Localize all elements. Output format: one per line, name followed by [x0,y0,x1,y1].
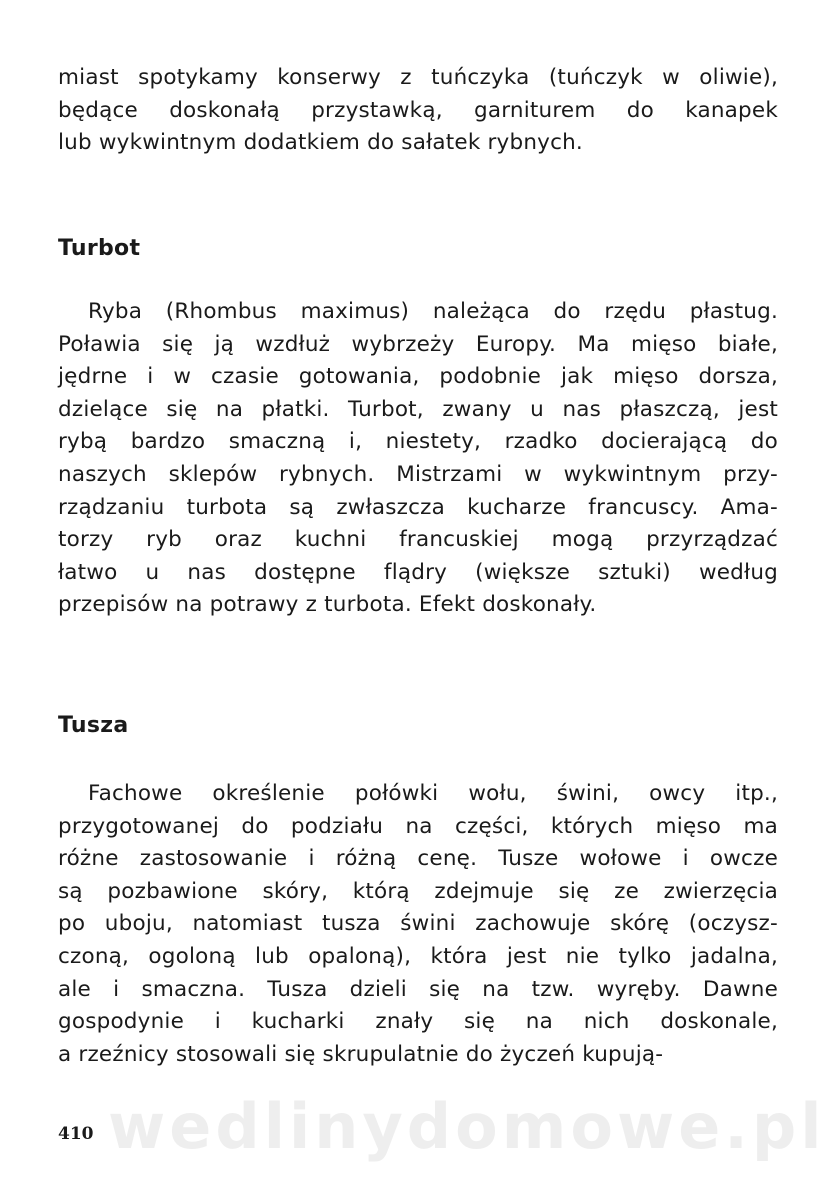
paragraph-line: przygotowanej do podziału na części, których mięso ma [58,813,778,839]
page-number: 410 [58,1124,94,1144]
paragraph-line: naszych sklepów rybnych. Mistrzami w wykwintnym przy- [58,461,778,487]
paragraph-line: rządzaniu turbota są zwłaszcza kucharze francuscy. Ama- [58,494,778,520]
paragraph-line: Ryba (Rhombus maximus) należąca do rzędu płastug. [88,299,778,324]
paragraph-line: dzielące się na płatki. Turbot, zwany u nas płaszczą, jest [58,396,778,422]
paragraph-line: Poławia się ją wzdłuż wybrzeży Europy. Ma mięso białe, [58,331,778,357]
paragraph-line: są pozbawione skóry, którą zdejmuje się ze zwierzęcia [58,878,778,904]
paragraph-line: po uboju, natomiast tusza świni zachowuje skórę (oczysz- [58,911,778,937]
intro-paragraph [58,62,778,160]
paragraph-line: przepisów na potrawy z turbota. Efekt doskonały. [58,592,597,618]
paragraph-line: a rzeźnicy stosowali się skrupulatnie do życzeń kupują- [58,1041,664,1067]
section-heading-tusza: Tusza [58,713,129,738]
paragraph-line: czoną, ogoloną lub opaloną), która jest nie tylko jadalna, [58,943,778,969]
tusza-paragraph [58,778,778,1071]
paragraph-line: łatwo u nas dostępne flądry (większe sztuki) według [58,559,778,585]
paragraph-line: będące doskonałą przystawką, garniturem do kanapek [58,97,778,123]
paragraph-line: lub wykwintnym dodatkiem do sałatek rybnych. [58,130,583,156]
turbot-paragraph [58,296,778,622]
paragraph-line: różne zastosowanie i różną cenę. Tusze wołowe i owcze [58,846,778,872]
section-heading-turbot: Turbot [58,236,141,261]
paragraph-line: rybą bardzo smaczną i, niestety, rzadko docierającą do [58,429,778,455]
paragraph-line: gospodynie i kucharki znały się na nich doskonale, [58,1009,778,1035]
paragraph-line: miast spotykamy konserwy z tuńczyka (tuńczyk w oliwie), [58,65,778,90]
paragraph-line: torzy ryb oraz kuchni francuskiej mogą przyrządzać [58,527,778,553]
paragraph-line: jędrne i w czasie gotowania, podobnie jak mięso dorsza, [58,364,778,390]
paragraph-line: Fachowe określenie połówki wołu, świni, owcy itp., [88,781,778,806]
paragraph-line: ale i smaczna. Tusza dzieli się na tzw. wyręby. Dawne [58,976,778,1002]
watermark-text: wedlinydomowe.pl [108,1090,826,1163]
